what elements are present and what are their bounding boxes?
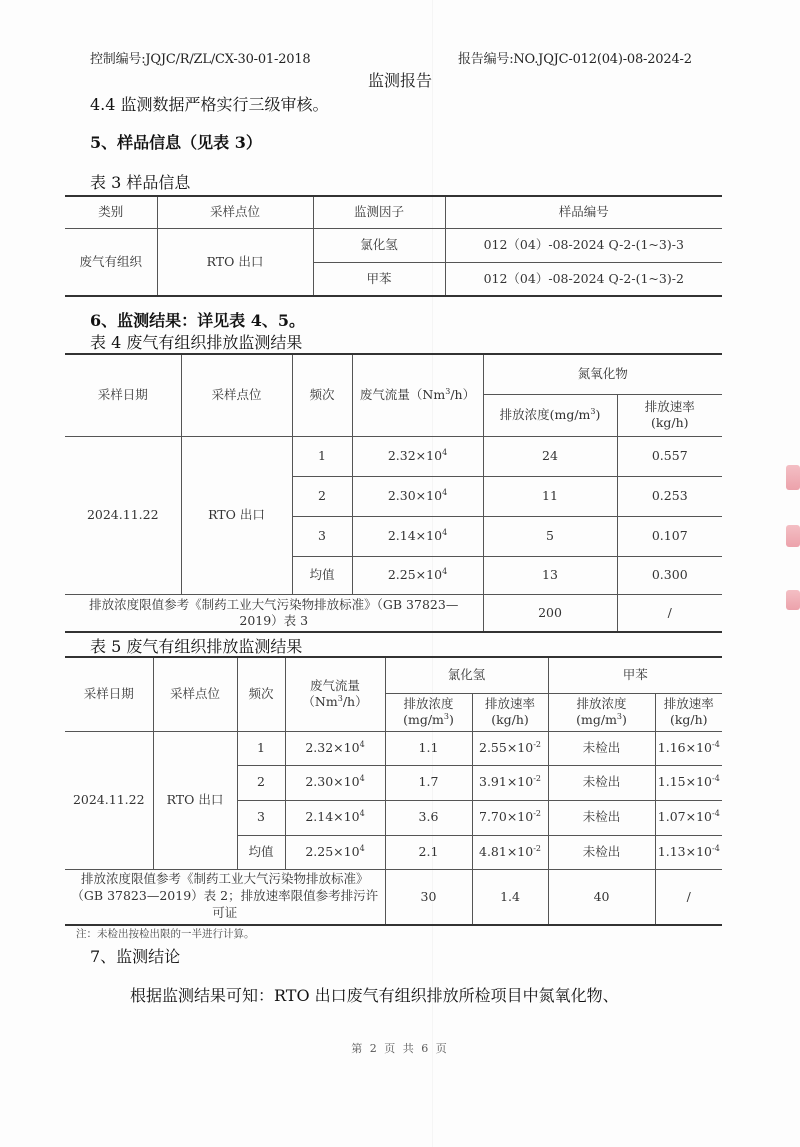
header-factor: 监测因子: [313, 196, 445, 228]
conclusion-text: 根据监测结果可知：RTO 出口废气有组织排放所检项目中氮氧化物、: [130, 986, 619, 1005]
page-number: 第 2 页 共 6 页: [351, 1042, 449, 1055]
header-freq: 频次: [292, 354, 352, 436]
header-date: 采样日期: [65, 354, 181, 436]
page-title: 监测报告: [367, 71, 432, 90]
table5-hcl-toluene-results: [65, 656, 722, 926]
rate-cell: 0.253: [617, 476, 722, 516]
header-point: 采样点位: [153, 657, 237, 731]
hcl-conc-cell: 3.6: [385, 800, 472, 835]
table3-caption: 表 3 样品信息: [90, 173, 191, 192]
table3-sample-info: [65, 195, 722, 297]
freq-cell: 3: [292, 516, 352, 556]
sample-no-cell: 012（04）-08-2024 Q-2-(1~3)-3: [445, 228, 722, 262]
hcl-conc-cell: 2.1: [385, 835, 472, 869]
header-date: 采样日期: [65, 657, 153, 731]
limit-hcl-conc-cell: 30: [385, 869, 472, 925]
report-number: 报告编号:NO.JQJC-012(04)-08-2024-2: [458, 52, 692, 67]
section-5-heading: 5、样品信息（见表 3）: [90, 133, 262, 152]
table5-caption: 表 5 废气有组织排放监测结果: [90, 637, 303, 656]
rate-cell: 0.557: [617, 436, 722, 476]
tol-conc-cell: 未检出: [548, 800, 655, 835]
limit-label: 排放浓度限值参考《制药工业大气污染物排放标准》（GB 37823—2019）表 3: [65, 594, 483, 632]
tol-conc-cell: 未检出: [548, 731, 655, 765]
flow-cell: $2.14\times 10^4$: [285, 800, 385, 835]
flow-cell: $2.32\times 10^4$: [352, 436, 483, 476]
limit-row: [65, 869, 722, 925]
header-category: 类别: [65, 196, 157, 228]
header-freq: 频次: [237, 657, 285, 731]
limit-row: [65, 594, 722, 632]
header-point: 采样点位: [157, 196, 313, 228]
rate-cell: 0.300: [617, 556, 722, 594]
hcl-rate-cell: $2.55\times 10^{-2}$: [472, 731, 548, 765]
limit-tol-conc-cell: 40: [548, 869, 655, 925]
table-row: [65, 436, 722, 476]
hcl-conc-cell: 1.1: [385, 731, 472, 765]
freq-cell: 均值: [237, 835, 285, 869]
limit-tol-rate-cell: /: [655, 869, 722, 925]
header-flow: 废气流量 （Nm$^3$/h）: [285, 657, 385, 731]
flow-cell: $2.25\times 10^4$: [285, 835, 385, 869]
header-point: 采样点位: [181, 354, 292, 436]
tol-rate-cell: $1.07\times 10^{-4}$: [655, 800, 722, 835]
flow-cell: $2.25\times 10^4$: [352, 556, 483, 594]
limit-label: 排放浓度限值参考《制药工业大气污染物排放标准》（GB 37823—2019）表 2；排放速率限值参考排污许可证: [65, 869, 385, 925]
table4-nox-results: [65, 353, 722, 633]
header-rate: 排放速率 (kg/h): [617, 394, 722, 436]
flow-cell: $2.30\times 10^4$: [285, 765, 385, 800]
table-row: [65, 228, 722, 262]
seal-stamp-fragment: [786, 590, 800, 610]
point-cell: RTO 出口: [157, 228, 313, 296]
table-row: [65, 731, 722, 765]
tol-rate-cell: $1.13\times 10^{-4}$: [655, 835, 722, 869]
header-conc: 排放浓度$(mg/m^3)$: [483, 394, 617, 436]
hcl-rate-cell: $4.81\times 10^{-2}$: [472, 835, 548, 869]
freq-cell: 2: [292, 476, 352, 516]
header-flow: 废气流量（Nm$^3$/h）: [352, 354, 483, 436]
limit-hcl-rate-cell: 1.4: [472, 869, 548, 925]
header-hcl-rate: 排放速率 (kg/h): [472, 693, 548, 731]
limit-conc-cell: 200: [483, 594, 617, 632]
tol-rate-cell: $1.15\times 10^{-4}$: [655, 765, 722, 800]
limit-rate-cell: /: [617, 594, 722, 632]
freq-cell: 均值: [292, 556, 352, 594]
conc-cell: 11: [483, 476, 617, 516]
hcl-rate-cell: $3.91\times 10^{-2}$: [472, 765, 548, 800]
point-cell: RTO 出口: [181, 436, 292, 594]
category-cell: 废气有组织: [65, 228, 157, 296]
control-number: 控制编号:JQJC/R/ZL/CX-30-01-2018: [90, 52, 311, 67]
seal-stamp-fragment: [786, 465, 800, 490]
tol-conc-cell: 未检出: [548, 765, 655, 800]
conc-cell: 24: [483, 436, 617, 476]
conc-cell: 13: [483, 556, 617, 594]
table4-caption: 表 4 废气有组织排放监测结果: [90, 333, 303, 352]
flow-cell: $2.14\times 10^4$: [352, 516, 483, 556]
date-cell: 2024.11.22: [65, 731, 153, 869]
sample-no-cell: 012（04）-08-2024 Q-2-(1~3)-2: [445, 262, 722, 296]
freq-cell: 1: [292, 436, 352, 476]
factor-cell: 甲苯: [313, 262, 445, 296]
section-4-4: 4.4 监测数据严格实行三级审核。: [90, 95, 329, 114]
section-7-heading: 7、监测结论: [90, 947, 181, 966]
freq-cell: 3: [237, 800, 285, 835]
header-pollutant: 氮氧化物: [483, 354, 722, 394]
flow-cell: $2.30\times 10^4$: [352, 476, 483, 516]
hcl-rate-cell: $7.70\times 10^{-2}$: [472, 800, 548, 835]
tol-rate-cell: $1.16\times 10^{-4}$: [655, 731, 722, 765]
date-cell: 2024.11.22: [65, 436, 181, 594]
section-6-heading: 6、监测结果：详见表 4、5。: [90, 311, 305, 330]
freq-cell: 2: [237, 765, 285, 800]
header-toluene: 甲苯: [548, 657, 722, 693]
rate-cell: 0.107: [617, 516, 722, 556]
header-hcl-conc: 排放浓度 $(mg/m^3)$: [385, 693, 472, 731]
header-tol-conc: 排放浓度 $(mg/m^3)$: [548, 693, 655, 731]
tol-conc-cell: 未检出: [548, 835, 655, 869]
header-hcl: 氯化氢: [385, 657, 548, 693]
header-tol-rate: 排放速率 (kg/h): [655, 693, 722, 731]
factor-cell: 氯化氢: [313, 228, 445, 262]
table5-note: 注：未检出按检出限的一半进行计算。: [76, 928, 255, 940]
freq-cell: 1: [237, 731, 285, 765]
hcl-conc-cell: 1.7: [385, 765, 472, 800]
point-cell: RTO 出口: [153, 731, 237, 869]
conc-cell: 5: [483, 516, 617, 556]
flow-cell: $2.32\times 10^4$: [285, 731, 385, 765]
seal-stamp-fragment: [786, 525, 800, 547]
header-sample-no: 样品编号: [445, 196, 722, 228]
